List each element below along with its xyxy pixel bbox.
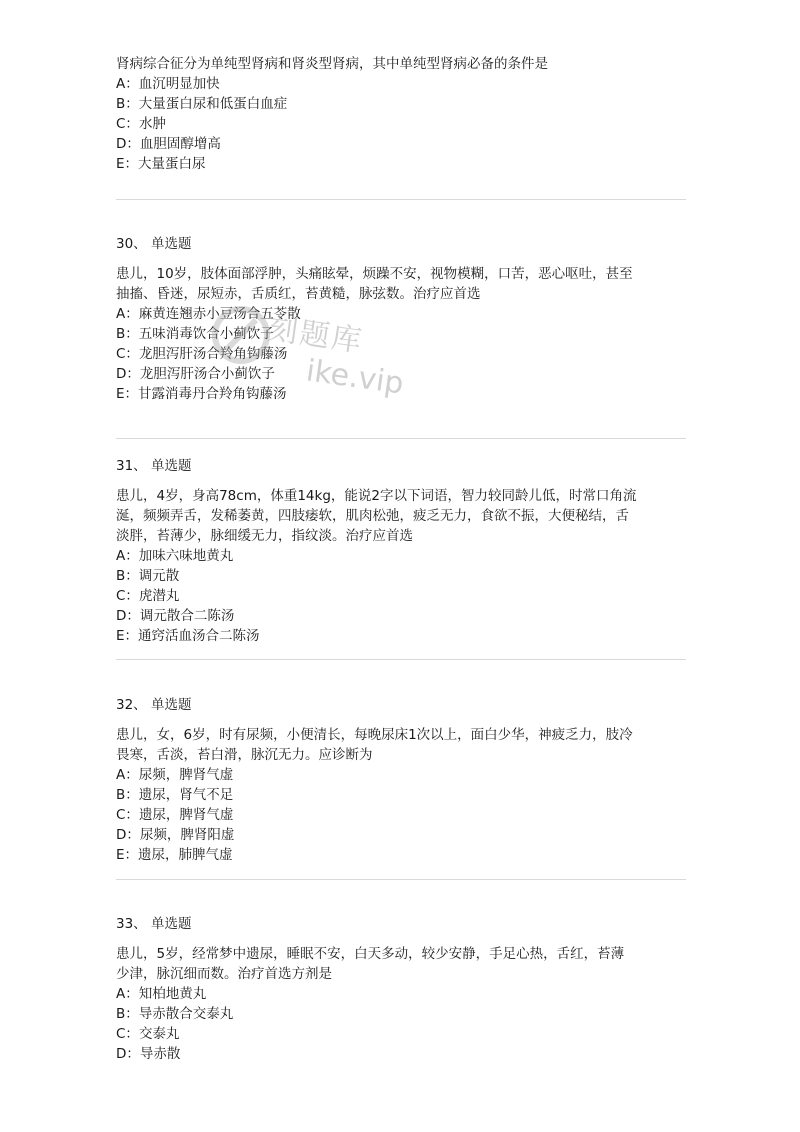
option-b[interactable] xyxy=(116,785,686,805)
option-letter: D： xyxy=(116,366,140,382)
question-stem-line: 抽搐、昏迷，尿短赤，舌质红，苔黄糙，脉弦数。治疗应首选 xyxy=(116,286,481,302)
question-stem: 肾病综合征分为单纯型肾病和肾炎型肾病，其中单纯型肾病必备的条件是 xyxy=(116,56,548,72)
divider xyxy=(116,879,686,880)
option-text: 导赤散 xyxy=(139,1046,181,1062)
question-header: 31、 单选题 xyxy=(116,458,192,474)
option-text: 导赤散合交泰丸 xyxy=(138,1006,234,1022)
option-letter: C： xyxy=(116,116,139,132)
option-d[interactable] xyxy=(116,1044,686,1064)
question-header: 33、 单选题 xyxy=(116,916,192,932)
option-text: 尿频，脾肾气虚 xyxy=(138,767,234,783)
option-c[interactable] xyxy=(116,114,686,134)
option-letter: C： xyxy=(116,588,139,604)
option-letter: E： xyxy=(116,847,139,863)
option-text: 血胆固醇增高 xyxy=(139,136,221,152)
option-text: 调元散合二陈汤 xyxy=(139,608,235,624)
option-text: 加味六味地黄丸 xyxy=(138,548,234,564)
option-letter: B： xyxy=(116,787,139,803)
divider xyxy=(116,438,686,439)
option-text: 龙胆泻肝汤合小蓟饮子 xyxy=(139,366,275,382)
option-text: 尿频，脾肾阳虚 xyxy=(139,827,235,843)
option-text: 五味消毒饮合小蓟饮子 xyxy=(138,326,274,342)
option-letter: B： xyxy=(116,326,139,342)
question-stem-line: 患儿，女，6岁，时有尿频，小便清长，每晚尿床1次以上，面白少华，神疲乏力，肢冷 xyxy=(116,727,633,743)
question-stem-line: 患儿，5岁，经常梦中遗尿，睡眠不安，白天多动，较少安静，手足心热，舌红，苔薄 xyxy=(116,946,625,962)
option-c[interactable] xyxy=(116,586,686,606)
question-stem-line: 患儿，10岁，肢体面部浮肿，头痛眩晕，烦躁不安，视物模糊，口苦，恶心呕吐，甚至 xyxy=(116,266,633,282)
option-letter: A： xyxy=(116,76,139,92)
option-b[interactable] xyxy=(116,324,686,344)
option-a[interactable] xyxy=(116,74,686,94)
option-letter: C： xyxy=(116,346,139,362)
option-text: 调元散 xyxy=(138,568,180,584)
option-text: 交泰丸 xyxy=(138,1026,180,1042)
option-text: 麻黄连翘赤小豆汤合五苓散 xyxy=(138,306,301,322)
option-a[interactable] xyxy=(116,984,686,1004)
option-letter: A： xyxy=(116,306,139,322)
question-stem-line: 患儿，4岁，身高78cm，体重14kg，能说2字以下词语，智力较同龄儿低，时常口角流 xyxy=(116,488,637,504)
option-text: 水肿 xyxy=(138,116,166,132)
option-d[interactable] xyxy=(116,825,686,845)
option-c[interactable] xyxy=(116,805,686,825)
question-33 xyxy=(116,914,686,1064)
option-text: 甘露消毒丹合羚角钩藤汤 xyxy=(138,386,287,402)
option-letter: B： xyxy=(116,96,139,112)
option-letter: C： xyxy=(116,807,139,823)
question-30 xyxy=(116,234,686,404)
option-letter: A： xyxy=(116,986,139,1002)
option-a[interactable] xyxy=(116,546,686,566)
option-d[interactable] xyxy=(116,364,686,384)
option-text: 虎潜丸 xyxy=(138,588,180,604)
option-letter: E： xyxy=(116,156,139,172)
option-c[interactable] xyxy=(116,344,686,364)
option-letter: A： xyxy=(116,548,139,564)
question-32 xyxy=(116,695,686,865)
option-letter: B： xyxy=(116,1006,139,1022)
option-e[interactable] xyxy=(116,626,686,646)
option-text: 遗尿，肾气不足 xyxy=(138,787,234,803)
option-letter: B： xyxy=(116,568,139,584)
question-31 xyxy=(116,456,686,646)
option-e[interactable] xyxy=(116,384,686,404)
watermark-text-line2: ike.vip xyxy=(304,353,406,402)
question-header: 32、 单选题 xyxy=(116,697,192,713)
divider xyxy=(116,659,686,660)
option-letter: D： xyxy=(116,136,140,152)
option-letter: D： xyxy=(116,827,140,843)
option-e[interactable] xyxy=(116,845,686,865)
option-d[interactable] xyxy=(116,606,686,626)
option-e[interactable] xyxy=(116,154,686,174)
question-stem-line: 少津，脉沉细而数。治疗首选方剂是 xyxy=(116,966,332,982)
option-c[interactable] xyxy=(116,1024,686,1044)
watermark-text-line1: 刻题库 xyxy=(265,311,366,360)
option-letter: D： xyxy=(116,1046,140,1062)
option-d[interactable] xyxy=(116,134,686,154)
option-letter: C： xyxy=(116,1026,139,1042)
option-text: 遗尿，肺脾气虚 xyxy=(138,847,233,863)
option-text: 大量蛋白尿 xyxy=(138,156,206,172)
option-text: 大量蛋白尿和低蛋白血症 xyxy=(138,96,288,112)
question-29 xyxy=(116,54,686,174)
option-text: 血沉明显加快 xyxy=(138,76,220,92)
option-b[interactable] xyxy=(116,1004,686,1024)
question-stem-line: 淡胖，苔薄少，脉细缓无力，指纹淡。治疗应首选 xyxy=(116,528,413,544)
option-a[interactable] xyxy=(116,304,686,324)
option-b[interactable] xyxy=(116,566,686,586)
option-text: 通窍活血汤合二陈汤 xyxy=(138,628,260,644)
option-letter: E： xyxy=(116,386,139,402)
option-text: 知柏地黄丸 xyxy=(138,986,207,1002)
question-stem-line: 畏寒，舌淡，苔白滑，脉沉无力。应诊断为 xyxy=(116,747,373,763)
option-text: 遗尿，脾肾气虚 xyxy=(138,807,234,823)
option-text: 龙胆泻肝汤合羚角钩藤汤 xyxy=(138,346,288,362)
option-a[interactable] xyxy=(116,765,686,785)
question-stem-line: 涎，频频弄舌，发稀萎黄，四肢痿软，肌肉松弛，疲乏无力，食欲不振，大便秘结，舌 xyxy=(116,508,629,524)
divider xyxy=(116,199,686,200)
option-letter: E： xyxy=(116,628,139,644)
option-b[interactable] xyxy=(116,94,686,114)
option-letter: D： xyxy=(116,608,140,624)
question-header: 30、 单选题 xyxy=(116,236,192,252)
option-letter: A： xyxy=(116,767,139,783)
